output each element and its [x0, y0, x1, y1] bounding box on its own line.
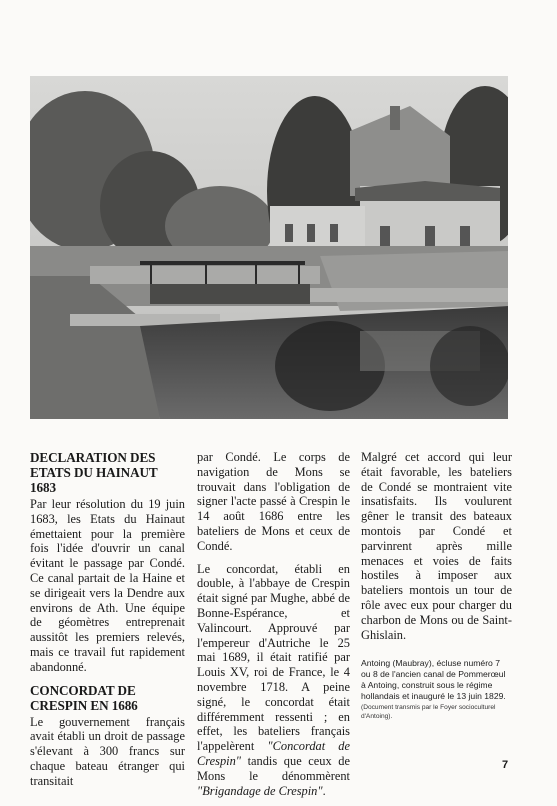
caption-credit: (Document transmis par le Foyer socioculturel d'Antoing). — [361, 704, 496, 720]
text-column-1 — [30, 450, 185, 797]
page-number: 7 — [502, 759, 509, 771]
concordat-text-end: . — [322, 783, 326, 798]
paragraph-navigation-corps: par Condé. Le corps de navigation de Mons se trouvait dans l'obligation de signer l'acte passé à Crespin le 14 août 1686 entre les bateliers de Mons et ceux de Condé. — [197, 450, 350, 553]
concordat-name-mons: "Brigandage de Crespin" — [197, 783, 323, 798]
photo-canal-lock-scene — [30, 76, 508, 419]
heading-declaration: DECLARATION DES ETATS DU HAINAUT 1683 — [30, 450, 158, 495]
concordat-text-b: tandis que ceux de Mons le dénommèrent — [197, 753, 350, 783]
text-column-2 — [197, 450, 350, 806]
concordat-name-french: "Concordat de Crespin" — [197, 739, 351, 768]
paragraph-concordat-start: Le gouvernement français avait établi un droit de passage s'élevant à 300 francs sur chaque bateau étranger qui transitait — [30, 714, 185, 788]
text-column-3 — [361, 450, 512, 650]
paragraph-concordat-details — [197, 562, 350, 799]
paragraph-bateliers-conde: Malgré cet accord qui leur était favorable, les bateliers de Condé se montraient vite insatisfaits. Ils voulurent gêner le transit des bateaux montois par Condé et parvinrent après mille menaces et voies de faits hostiles à imposer aux bateliers montois un tour de rôle avec eux pour charger du charbon de Mons ou de Saint-Ghislain. — [361, 450, 512, 642]
paragraph-declaration: Par leur résolution du 19 juin 1683, les Etats du Hainaut émettaient pour la première fois l'idée d'ouvrir un canal évitant le passage par Condé. Ce canal partait de la Haine et se dirigeait vers la Dendre aux environs de Ath. Une équipe de géomètres entreprenait aussitôt les premiers relevés, mais ce travail fut rapidement abandonné. — [30, 497, 185, 674]
canal-lock-photo — [30, 76, 508, 419]
photo-caption — [361, 658, 511, 721]
caption-text: Antoing (Maubray), écluse numéro 7 ou 8 de l'ancien canal de Pommerœul à Antoing, construit sous le régime hollandais et inauguré le 13 juin 1829. — [361, 658, 506, 701]
heading-concordat: CONCORDAT DE CRESPIN EN 1686 — [30, 682, 138, 713]
concordat-text-a: Le concordat, établi en double, à l'abbaye de Crespin était signé par Mughe, abbé de Bonne-Espérance, et Valincourt. Approuvé par l'empereur d'Autriche le 25 mai 1689, il était ratifié par Louis XV, roi de France, le 4 novembre 1718. A peine signé, le concordat était différemment ressenti ; en effet, les bateliers français l'appelèrent — [197, 561, 350, 754]
